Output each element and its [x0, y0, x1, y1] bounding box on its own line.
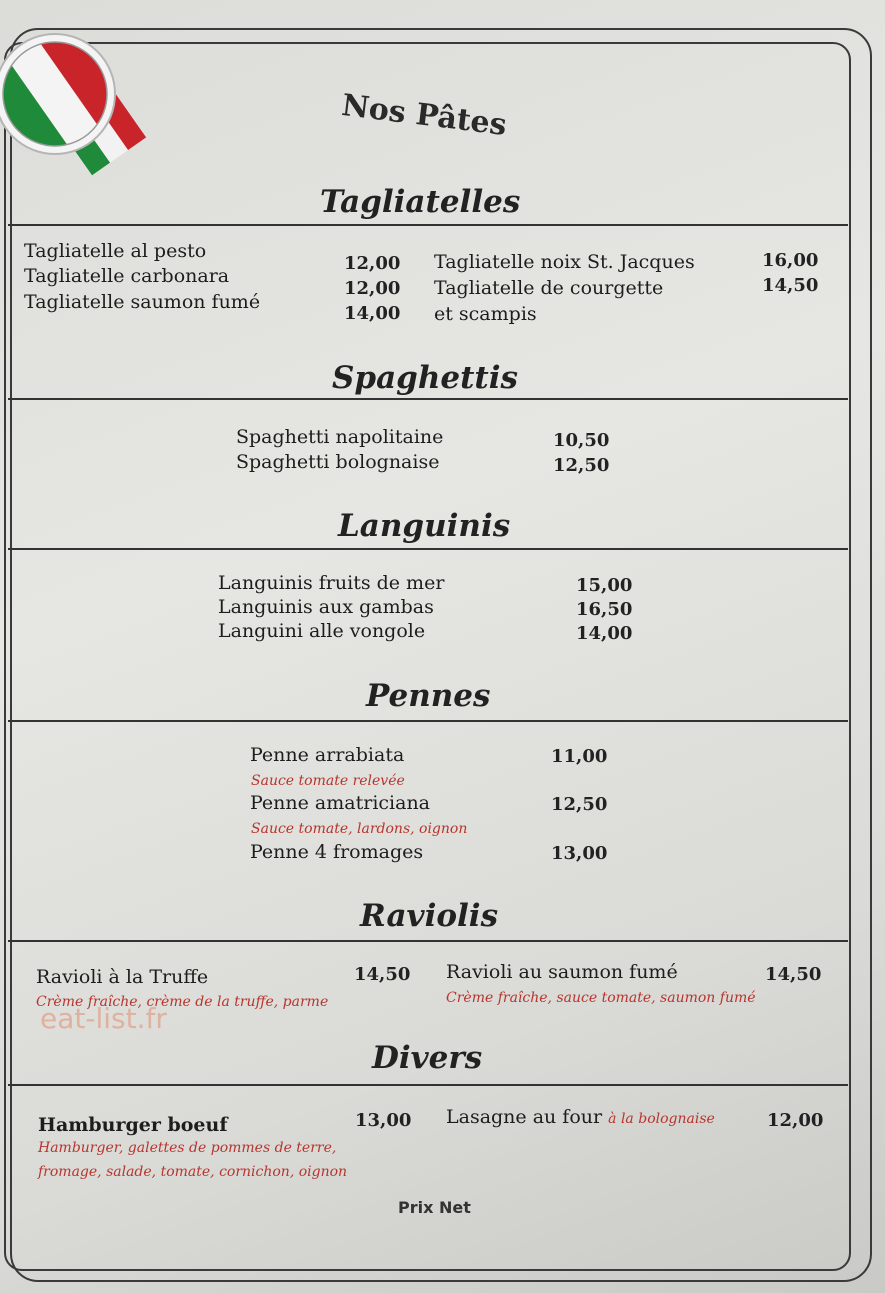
- section-title-pennes: Pennes: [366, 678, 491, 714]
- menu-item-price: 11,00: [551, 746, 608, 767]
- divider: [8, 940, 848, 942]
- menu-item-price: 14,50: [354, 964, 411, 985]
- menu-item-name: Lasagne au four: [446, 1106, 603, 1128]
- menu-item-price: 15,00: [576, 575, 633, 596]
- menu-item-name: Languinis aux gambas: [218, 596, 434, 618]
- menu-item-name: Ravioli au saumon fumé: [446, 961, 678, 983]
- menu-item-name: Tagliatelle al pesto: [24, 240, 207, 262]
- menu-item-description: Sauce tomate, lardons, oignon: [251, 821, 468, 837]
- menu-item-price: 13,00: [355, 1110, 412, 1131]
- menu-item-name: Hamburger boeuf: [38, 1114, 228, 1136]
- menu-item-price: 14,00: [576, 623, 633, 644]
- divider: [8, 720, 848, 722]
- menu-item-name: Penne 4 fromages: [250, 841, 424, 863]
- menu-item-name: Tagliatelle carbonara: [24, 265, 230, 287]
- menu-item-description: à la bolognaise: [608, 1111, 715, 1127]
- menu-item-name: Penne amatriciana: [250, 792, 431, 814]
- menu-item-name: Tagliatelle saumon fumé: [24, 291, 261, 313]
- menu-item-name: Spaghetti bolognaise: [236, 451, 440, 473]
- menu-item-price: 12,50: [553, 455, 610, 476]
- menu-item-description: Crème fraîche, sauce tomate, saumon fumé: [446, 990, 756, 1006]
- menu-item-name: et scampis: [434, 303, 537, 325]
- italian-flag-icon: [0, 14, 140, 194]
- section-title-raviolis: Raviolis: [360, 898, 499, 934]
- section-title-tagliatelles: Tagliatelles: [320, 184, 521, 220]
- menu-item-price: 14,50: [762, 275, 819, 296]
- menu-item-price: 16,00: [762, 250, 819, 271]
- menu-item-price: 12,00: [344, 253, 401, 274]
- section-title-spaghettis: Spaghettis: [332, 360, 518, 396]
- divider: [8, 548, 848, 550]
- menu-item-name: Languini alle vongole: [218, 620, 426, 642]
- menu-item-price: 12,50: [551, 794, 608, 815]
- menu-item-price: 16,50: [576, 599, 633, 620]
- menu-item-description: Crème fraîche, crème de la truffe, parme: [36, 994, 329, 1010]
- section-title-divers: Divers: [372, 1040, 483, 1076]
- menu-item-price: 14,50: [765, 964, 822, 985]
- divider: [8, 224, 848, 226]
- menu-item-price: 10,50: [553, 430, 610, 451]
- menu-item-price: 13,00: [551, 843, 608, 864]
- menu-item-name: Languinis fruits de mer: [218, 572, 445, 594]
- menu-item-description: Hamburger, galettes de pommes de terre,: [38, 1140, 337, 1156]
- watermark: eat-list.fr: [40, 1002, 167, 1035]
- menu-item-name: Tagliatelle noix St. Jacques: [434, 251, 695, 273]
- menu-item-name: Ravioli à la Truffe: [36, 966, 209, 988]
- page-title: Nos Pâtes: [339, 88, 509, 143]
- menu-item-price: 12,00: [344, 278, 401, 299]
- menu-item-name: Penne arrabiata: [250, 744, 405, 766]
- section-title-languinis: Languinis: [338, 508, 511, 544]
- menu-item-price: 14,00: [344, 303, 401, 324]
- menu-item-price: 12,00: [767, 1110, 824, 1131]
- divider: [8, 1084, 848, 1086]
- menu-item-description: fromage, salade, tomate, cornichon, oignon: [38, 1164, 348, 1180]
- menu-item-description: Sauce tomate relevée: [251, 773, 405, 789]
- menu-item-name: Tagliatelle de courgette: [434, 277, 664, 299]
- menu-item-name: Spaghetti napolitaine: [236, 426, 444, 448]
- menu-item-lasagne: [446, 1106, 715, 1128]
- footer-note: Prix Net: [398, 1198, 471, 1217]
- inner-frame: [4, 42, 851, 1271]
- divider: [8, 398, 848, 400]
